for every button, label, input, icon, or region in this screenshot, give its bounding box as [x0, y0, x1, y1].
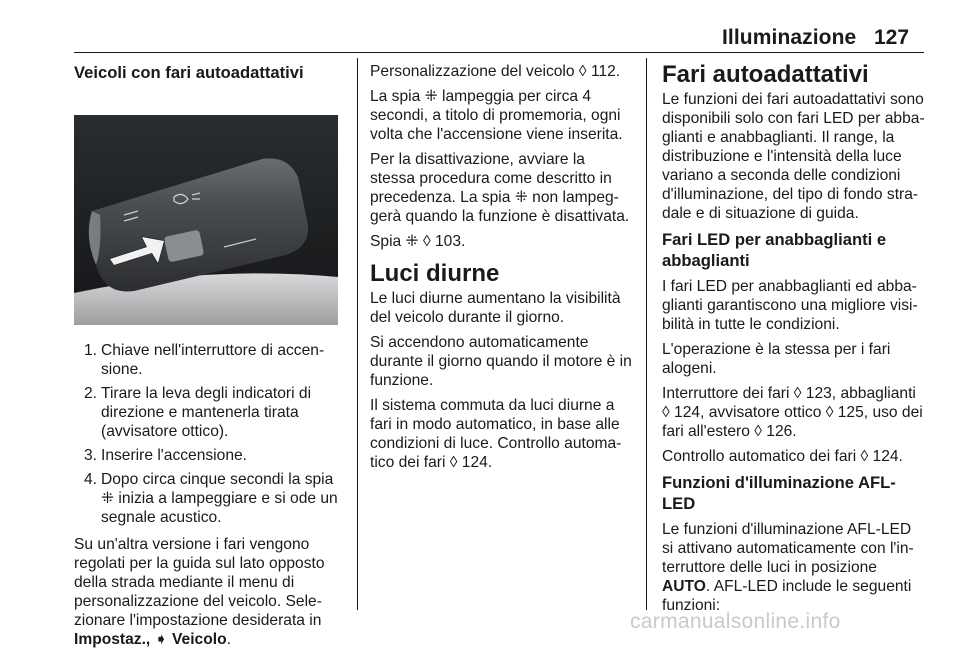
paragraph-other-version: Su un'altra versione i fari vengono regolati per la guida sul lato opposto della strada mediante il menu di personalizzazione del veicolo. Sele-zionare l'impostazione desiderata in Impostaz., ➧ Veicolo.	[74, 536, 325, 648]
subheading-afl-led: Funzioni d'illuminazione AFL-LED	[662, 473, 896, 513]
paragraph: Controllo automatico dei fari ◊ 124.	[662, 448, 903, 465]
column-1	[74, 62, 340, 655]
header-rule	[74, 52, 924, 53]
subheading-led: Fari LED per anabbaglianti e abbaglianti	[662, 230, 887, 270]
paragraph: Spia ⁜ ◊ 103.	[370, 233, 466, 250]
paragraph: Personalizzazione del veicolo ◊ 112.	[370, 63, 621, 80]
paragraph: Le funzioni d'illuminazione AFL-LED si attivano automaticamente con l'in-terruttore delle luci in posizione AUTO. AFL-LED include le seguenti funzioni:	[662, 521, 914, 614]
page-header-title: Illuminazione	[722, 26, 857, 49]
section-heading-daytime-lights: Luci diurne	[370, 260, 500, 287]
column-separator-1	[357, 58, 358, 610]
paragraph: Si accendono automaticamente durante il giorno quando il motore è in funzione.	[370, 334, 632, 389]
page-number: 127	[874, 26, 910, 49]
paragraph: Il sistema commuta da luci diurne a fari in modo automatico, in base alle condizioni di luce. Controllo automa-tico dei fari ◊ 124.	[370, 397, 622, 471]
list-item: 3. Inserire l'accensione.	[84, 447, 247, 464]
paragraph: I fari LED per anabbaglianti ed abba-glianti garantiscono una migliore visi-bilità in tutte le condizioni.	[662, 278, 918, 333]
column-3	[662, 62, 926, 621]
section-heading-adaptive: Veicoli con fari autoadattativi	[74, 63, 304, 82]
section-heading-adaptive-headlights: Fari autoadattativi	[662, 61, 869, 88]
lever-illustration	[74, 115, 338, 325]
paragraph: Le luci diurne aumentano la visibilità del veicolo durante il giorno.	[370, 290, 621, 326]
paragraph: Interruttore dei fari ◊ 123, abbaglianti ◊ 124, avvisatore ottico ◊ 125, uso dei fari all'estero ◊ 126.	[662, 385, 923, 440]
list-item: 1. Chiave nell'interruttore di accen-sione.	[84, 342, 325, 378]
steps-list	[74, 341, 340, 527]
column-2	[370, 62, 634, 478]
column-separator-2	[646, 58, 647, 610]
paragraph: Le funzioni dei fari autoadattativi sono disponibili solo con fari LED per abba-glianti e anabbaglianti. Il range, la distribuzione e l'intensità della luce variano a seconda delle condizioni d'illuminazione, del tipo di fondo stra-dale e di situazione di guida.	[662, 91, 925, 222]
paragraph: Per la disattivazione, avviare la stessa procedura come descritto in precedenza. La spia ⁜ non lampeg-gerà quando la funzione è disattivata.	[370, 151, 630, 225]
list-item: 4. Dopo circa cinque secondi la spia ⁜ inizia a lampeggiare e si ode un segnale acustico.	[84, 471, 338, 526]
list-item: 2. Tirare la leva degli indicatori di direzione e mantenerla tirata (avvisatore ottico).	[84, 385, 312, 440]
watermark: carmanualsonline.info	[630, 610, 841, 633]
paragraph: La spia ⁜ lampeggia per circa 4 secondi, a titolo di promemoria, ogni volta che l'accensione viene inserita.	[370, 88, 623, 143]
paragraph: L'operazione è la stessa per i fari alogeni.	[662, 341, 891, 377]
